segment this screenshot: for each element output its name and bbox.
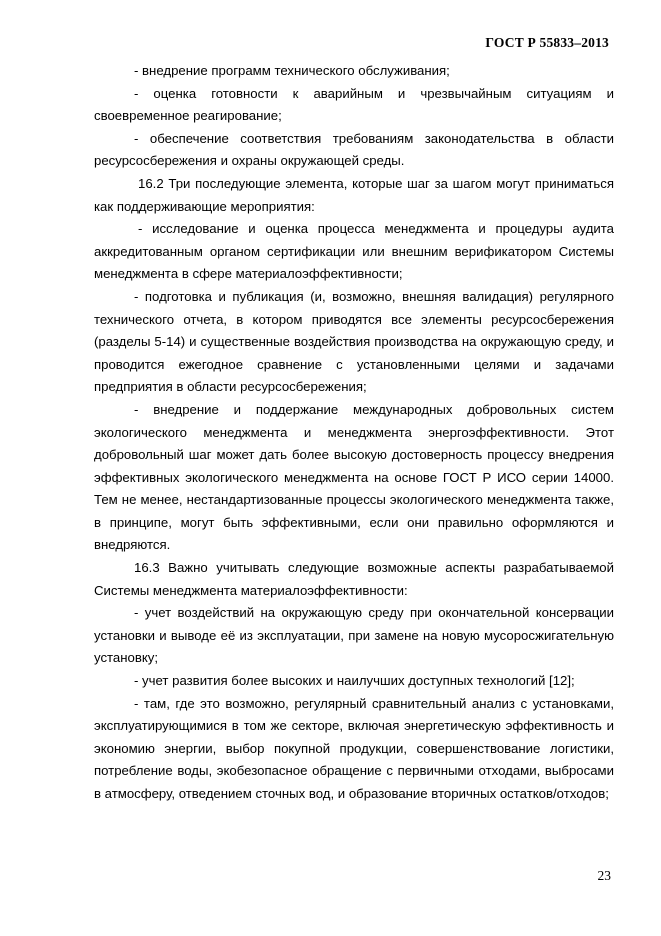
- document-header-id: ГОСТ Р 55833–2013: [485, 35, 609, 50]
- paragraph-bullet-report: - подготовка и публикация (и, возможно, внешняя валидация) регулярного технического отчета, в котором приводятся все элементы ресурсосбережения (разделы 5-14) и существенные воздействия производства на окружающую среду, и проводится ежегодное сравнение с установленными целями и задачами предприятия в области ресурсосбережения;: [94, 288, 614, 395]
- paragraph-section-16-3: 16.3 Важно учитывать следующие возможные аспекты разрабатываемой Системы менеджмента материалоэффективности:: [94, 560, 614, 598]
- page-number: 23: [597, 868, 611, 883]
- paragraph-bullet-ems: - внедрение и поддержание международных добровольных систем экологического менеджмента и менеджмента энергоэффективности. Этот добровольный шаг может дать более высокую достоверность процессу внедрения эффективных экологического менеджмента на основе ГОСТ Р ИСО серии 14000. Тем не менее, нестандартизованные процессы экологического менеджмента также, в принципе, могут быть эффективными, если они правильно оформляются и внедряются.: [94, 401, 614, 553]
- document-body: [94, 60, 614, 806]
- paragraph-bullet-decommission: - учет воздействий на окружающую среду при окончательной консервации установки и выводе её из эксплуатации, при замене на новую мусоросжигательную установку;: [94, 605, 614, 666]
- paragraph-bullet-benchmarking: - там, где это возможно, регулярный сравнительный анализ с установками, эксплуатирующимися в том же секторе, включая энергетическую эффективность и экономию энергии, выбор покупной продукции, совершенствование логистики, потребление воды, экобезопасное обращение с первичными отходами, выбросами в атмосферу, отведением сточных вод, и образование вторичных остатков/отходов;: [94, 695, 614, 801]
- paragraph-section-16-2: 16.2 Три последующие элемента, которые шаг за шагом могут приниматься как поддерживающие мероприятия:: [94, 175, 614, 214]
- paragraph-bullet-compliance: - обеспечение соответствия требованиям законодательства в области ресурсосбережения и охраны окружающей среды.: [94, 130, 614, 169]
- paragraph-bullet-maintenance: - внедрение программ технического обслуживания;: [134, 63, 450, 78]
- paragraph-bullet-emergency: - оценка готовности к аварийным и чрезвычайным ситуациям и своевременное реагирование;: [94, 85, 614, 124]
- paragraph-bullet-bat: - учет развития более высоких и наилучших доступных технологий [12];: [134, 673, 575, 689]
- paragraph-bullet-audit: - исследование и оценка процесса менеджмента и процедуры аудита аккредитованным органом сертификации или внешним верификатором Системы менеджмента в сфере материалоэффективности;: [94, 221, 614, 282]
